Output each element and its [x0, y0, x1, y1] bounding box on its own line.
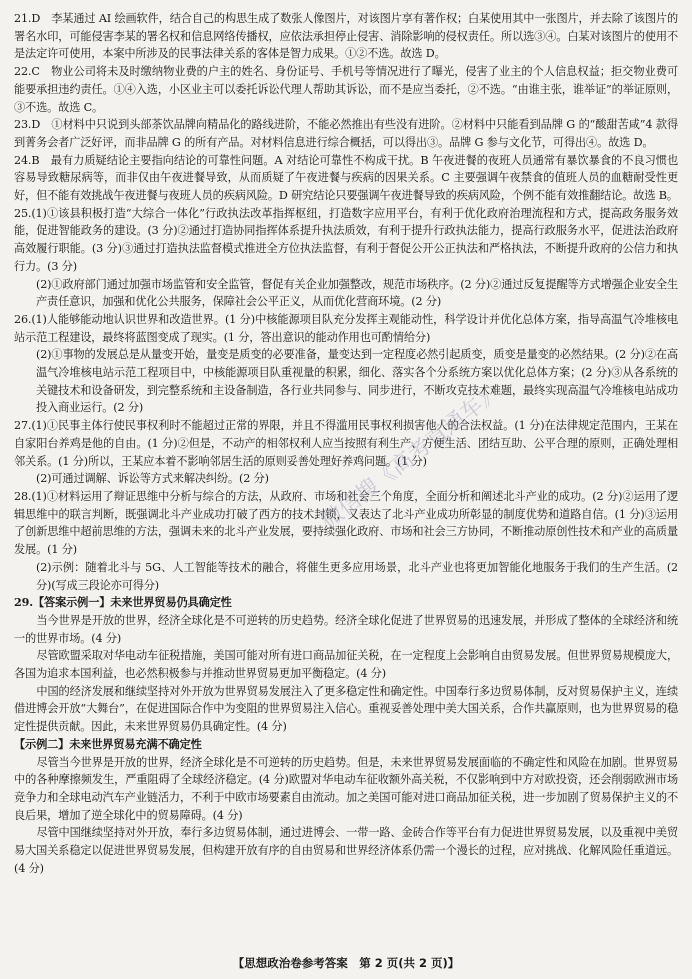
answer-28-part2: (2)示例：随着北斗与 5G、人工智能等技术的融合，将催生更多应用场景，北斗产业也将更加智能化地服务于我们的生产生活。(2 分)(写成三段论亦可得分) — [36, 560, 678, 592]
answer-27-part2: (2)可通过调解、诉讼等方式来解决纠纷。(2 分) — [36, 472, 269, 486]
answer-29-example2-heading: 【示例二】未来世界贸易充满不确定性 — [14, 736, 202, 751]
answer-29-example1-heading: 29.【答案示例一】未来世界贸易仍具确定性 — [14, 595, 232, 610]
answer-29-example1-para: 尽管欧盟采取对华电动车征税措施，美国可能对所有进口商品加征关税，在一定程度上会影响自由贸易发展。但世界贸易规模庞大，各国为追求本国利益，也必然积极参与并推动世界贸易更加平衡稳定。(4 分) — [14, 649, 678, 681]
answer-28-part1: 28.(1)①材料运用了辩证思维中分析与综合的方法，从政府、市场和社会三个角度，全面分析和阐述北斗产业的成功。(2 分)②运用了逻辑思维中的联言判断，既强调北斗产业成功打破了西方的技术封锁，又表达了北斗产业成功所彰显的制度优势和道路自信。(1 分)③运用了创新思维中超前思维的方法，强调未来的北斗产业发展，要持续强化政府、市场和社会三方协同，不断推动原创性技术和产业的高质量发展。(1 分) — [14, 489, 678, 557]
answer-22: 22.C 物业公司将未及时缴纳物业费的户主的姓名、身份证号、手机号等情况进行了曝光，侵害了业主的个人信息权益；拒交物业费可能要承担违约责任。①④入选，小区业主可以委托诉讼代理人帮助其诉讼，而不是应当委托，②不选。“由谁主张，谁举证”的举证原则，③不选。故选 C。 — [14, 65, 678, 114]
answer-27-part1: 27.(1)①民事主体行使民事权利时不能超过正常的界限，并且不得滥用民事权利损害他人的合法权益。(1 分)在法律规定范围内，王某在自家阳台养鸡是他的自由。(1 分)②但是，不动产的相邻权利人应当按照有利生产、方便生活、团结互助、公平合理的原则，正确处理相邻关系。(1 分)所以，王某应本着不影响邻居生活的原则妥善处理好养鸡问题。(1 分) — [14, 419, 678, 468]
answer-29-example1-para: 当今世界是开放的世界，经济全球化是不可逆转的历史趋势。经济全球化促进了世界贸易的迅速发展，并形成了整体的全球经济和统一的世界市场。(4 分) — [14, 613, 678, 645]
answer-29-example1-para: 中国的经济发展和继续坚持对外开放为世界贸易发展注入了更多稳定性和确定性。中国奉行多边贸易体制，反对贸易保护主义，连续借进博会开放“大舞台”，在促进国际合作中为变阻的世界贸易注入信心。重视妥善处理中美大国关系，合作共赢原则，也为世界贸易的稳定性提供贡献。因此，未来世界贸易仍具确定性。(4 分) — [14, 684, 678, 734]
answer-24: 24.B 最有力质疑结论主要指向结论的可靠性问题。A 对结论可靠性不构成干扰。B 午夜进餐的夜班人员通常有暴饮暴食的不良习惯也容易导致糖尿病等，而非仅由午夜进餐导致，从而质疑了午夜进餐与疾病的因果关系。C 主要强调午夜禁食的值班人员的血糖耐受性更好，但不能有效挑战午夜进餐与夜班人员的疾病风险。D 研究结论只要强调午夜进餐导致的疾病风险，个例不能有效推翻结论。故选 B。 — [14, 153, 678, 203]
answer-23: 23.D ①材料中只说到头部茶饮品牌向精品化的路线进阶，不能必然推出有些没有进阶。②材料中只能看到品牌 G 的“酸甜苦咸”4 款得到菁务会者广泛好评，而非品牌 G 的所有产品。对材料信息进行综合概括，可以得出③。品牌 G 参与文化节，可得出④。故选 D。 — [14, 118, 678, 149]
answer-26-part2: (2)①事物的发展总是从量变开始，量变是质变的必要准备，量变达到一定程度必然引起质变，质变是量变的必然结果。(2 分)②在高温气冷堆核电站示范工程项目中，中核能源项目队重视量的积累，细化、落实各个分系统方案以优化总体方案；(2 分)③从各系统的关键技术和设备研发，到完整系统和主设备制造，各行业共同参与、同步进行，不断攻克技术难题，最终实现高温气冷堆核电站成功投入商业运行。(2 分) — [36, 348, 678, 415]
watermark: 微信搜《高考直通车》 — [316, 379, 506, 535]
answer-25-part1: 25.(1)①该县积极打造“大综合一体化”行政执法改革指挥枢纽，打造数字应用平台，有利于优化政府治理流程和方式，提高政务服务效能，促进智能政务的建设。(3 分)②通过打造协同指挥体系提升执法质效，有利于提升行政执法能力，提高行政服务水平，促进法治政府高效履行职能。(3 分)③通过打造执法监督模式推进全方位执法监督，有利于督促公开公正执法和严格执法，不断提升政府的公信力和执行力。(3 分) — [14, 206, 678, 273]
answer-29-example2-para: 尽管当今世界是开放的世界，经济全球化是不可逆转的历史趋势。但是，未来世界贸易发展面临的不确定性和风险在加剧。世界贸易中的各种摩擦频发生，严重阻碍了全球经济稳定。(4 分)欧盟对华电动车征收额外高关税，不仅影响到中方对欧投资，还会削弱欧洲市场竞争力和全球电动汽车产业链活力，不利于中欧市场要素自由流动。加之美国可能对进口商品加征关税，进一步加剧了贸易保护主义的不良后果，增加了逆全球化中的贸易障碍。(4 分) — [14, 755, 678, 822]
page-footer: 【思想政治卷参考答案 第 2 页(共 2 页)】 — [232, 956, 460, 970]
answer-page — [14, 10, 678, 877]
answer-29-example2-para: 尽管中国继续坚持对外开放，奉行多边贸易体制，通过进博会、一带一路、金砖合作等平台有力促进世界贸易发展，以及重视中美贸易大国关系稳定以促进世界贸易发展，但构建开放有序的自由贸易和世界经济体系仍需一个漫长的过程，应对挑战、化解风险任重道远。(4 分) — [14, 826, 678, 875]
answer-21: 21.D 李某通过 AI 绘画软件，结合自己的构思生成了数张人像图片，对该图片享有著作权；白某使用其中一张图片，并去除了该图片的署名水印，可能侵害李某的署名权和信息网络传播权，应依法承担停止侵害、消除影响的侵权责任。所以选③④。白某对该图片的使用不是法定许可使用，本案中所涉及的民事法律关系的客体是智力成果。①②不选。故选 D。 — [14, 12, 678, 61]
answer-25-part2: (2)①政府部门通过加强市场监管和安全监管，督促有关企业加强整改，规范市场秩序。(2 分)②通过反复提醒等方式增强企业安全生产责任意识，加强和优化公共服务，保障社会公平正义，从而优化营商环境。(2 分) — [36, 277, 678, 309]
answer-26-part1: 26.(1)人能够能动地认识世界和改造世界。(1 分)中核能源项目队充分发挥主观能动性，科学设计并优化总体方案，指导高温气冷堆核电站示范工程建设，最终将蓝图变成了现实。(1 分，答出意识的能动作用也可酌情给分) — [14, 312, 678, 344]
